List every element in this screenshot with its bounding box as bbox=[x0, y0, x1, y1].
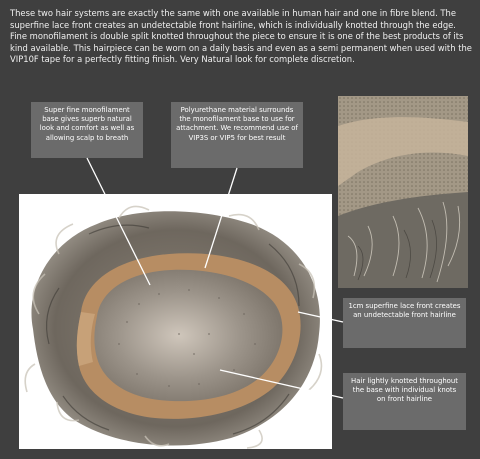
callout-polyurethane: Polyurethane material surrounds the monofilament base to use for attachment. We recommend use of VIP3S or VIP5 for best result bbox=[171, 102, 303, 168]
hairpiece-photo bbox=[19, 194, 332, 449]
callout-knotting: Hair lightly knotted throughout the base with individual knots on front hairline bbox=[343, 373, 466, 430]
hairpiece-illustration bbox=[19, 194, 332, 449]
callout-monofilament-base: Super fine monofilament base gives superb natural look and comfort as well as allowing scalp to breath bbox=[31, 102, 143, 158]
lace-detail-illustration bbox=[338, 96, 468, 288]
callout-lace-front: 1cm superfine lace front creates an undetectable front hairline bbox=[343, 298, 466, 348]
intro-paragraph: These two hair systems are exactly the same with one available in human hair and one in fibre blend. The superfine lace front creates an undetectable front hairline, which is individually knotted through the edge. Fine monofilament is double split knotted throughout the piece to ensure it is one of the best products of its kind available. This hairpiece can be worn on a daily basis and even as a semi permanent when used with the VIP10F tape for a perfectly fitting finish. Very Natural look for complete discretion. bbox=[10, 8, 472, 65]
lace-detail-photo bbox=[338, 96, 468, 288]
